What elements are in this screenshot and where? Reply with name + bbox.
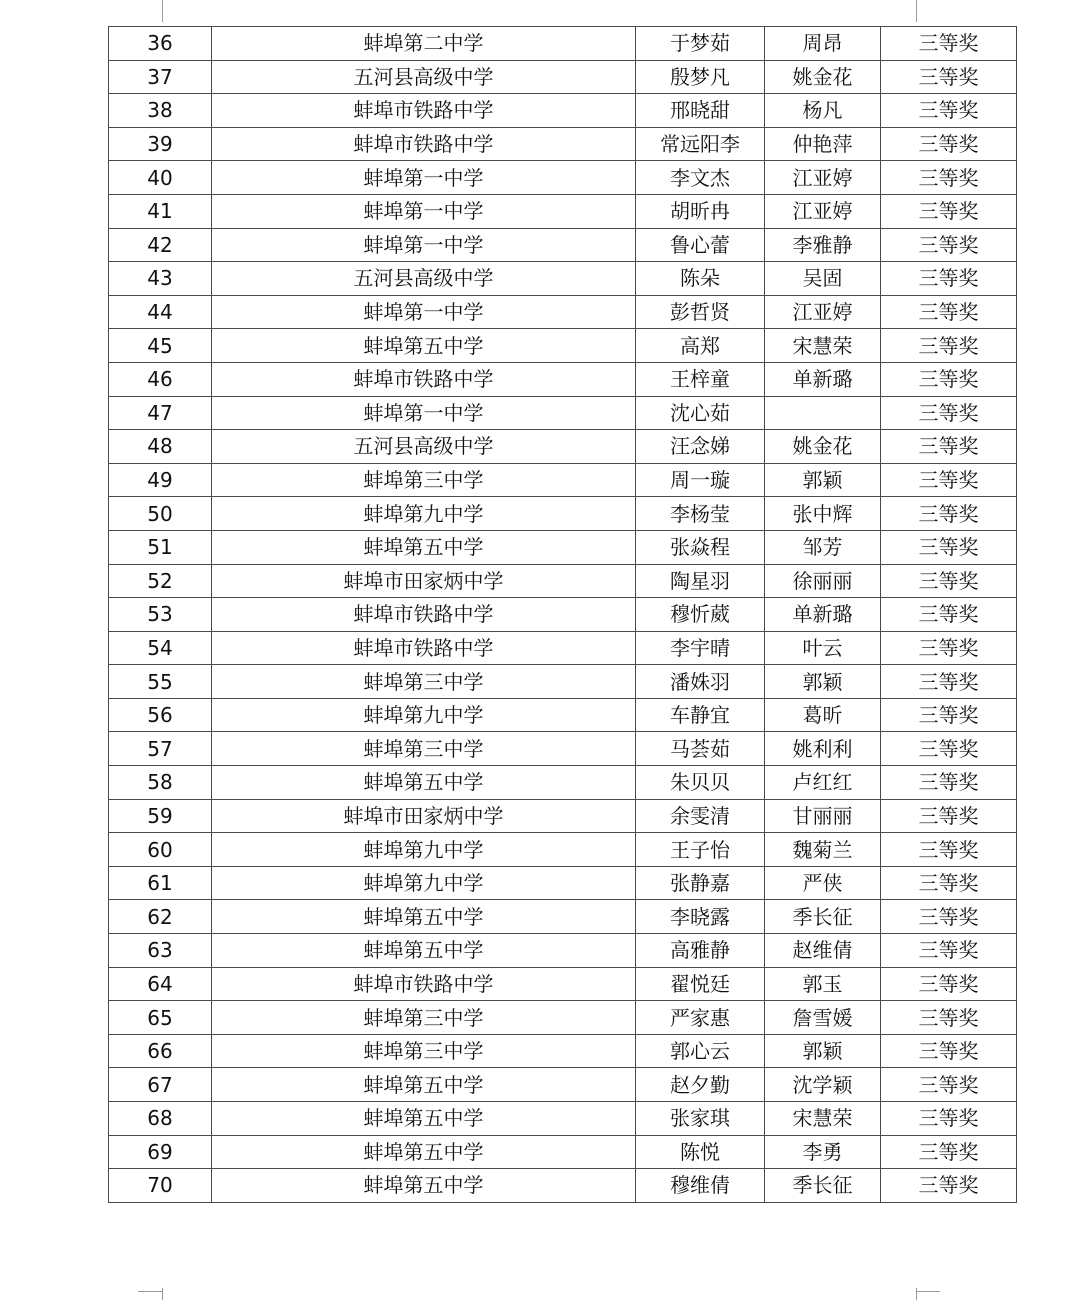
- school-cell: 蚌埠第五中学: [212, 1169, 636, 1203]
- table-row: [109, 228, 1017, 262]
- row-number-cell: 64: [109, 967, 212, 1001]
- table-row: [109, 833, 1017, 867]
- award-level-cell: 三等奖: [881, 1034, 1017, 1068]
- award-level-cell: 三等奖: [881, 934, 1017, 968]
- award-level-cell: 三等奖: [881, 631, 1017, 665]
- award-level-cell: 三等奖: [881, 1135, 1017, 1169]
- teacher-name-cell: 郭玉: [765, 967, 881, 1001]
- row-number-cell: 70: [109, 1169, 212, 1203]
- teacher-name-cell: 张中辉: [765, 497, 881, 531]
- table-row: [109, 430, 1017, 464]
- row-number-cell: 69: [109, 1135, 212, 1169]
- teacher-name-cell: 姚金花: [765, 60, 881, 94]
- table-row: [109, 631, 1017, 665]
- crop-mark-bottom-left: [162, 1288, 163, 1300]
- award-level-cell: 三等奖: [881, 430, 1017, 464]
- student-name-cell: 张家琪: [636, 1102, 765, 1136]
- school-cell: 蚌埠第一中学: [212, 161, 636, 195]
- teacher-name-cell: 严侠: [765, 866, 881, 900]
- teacher-name-cell: 江亚婷: [765, 161, 881, 195]
- table-row: [109, 967, 1017, 1001]
- school-cell: 蚌埠第一中学: [212, 295, 636, 329]
- school-cell: 蚌埠市铁路中学: [212, 362, 636, 396]
- award-level-cell: 三等奖: [881, 497, 1017, 531]
- award-level-cell: 三等奖: [881, 967, 1017, 1001]
- school-cell: 蚌埠第三中学: [212, 732, 636, 766]
- row-number-cell: 66: [109, 1034, 212, 1068]
- award-level-cell: 三等奖: [881, 60, 1017, 94]
- student-name-cell: 朱贝贝: [636, 766, 765, 800]
- school-cell: 蚌埠市铁路中学: [212, 127, 636, 161]
- teacher-name-cell: 仲艳萍: [765, 127, 881, 161]
- teacher-name-cell: 李勇: [765, 1135, 881, 1169]
- student-name-cell: 李晓露: [636, 900, 765, 934]
- row-number-cell: 63: [109, 934, 212, 968]
- table-row: [109, 766, 1017, 800]
- table-row: [109, 934, 1017, 968]
- school-cell: 蚌埠第五中学: [212, 1102, 636, 1136]
- school-cell: 蚌埠第九中学: [212, 497, 636, 531]
- award-level-cell: 三等奖: [881, 329, 1017, 363]
- teacher-name-cell: 单新璐: [765, 362, 881, 396]
- table-row: [109, 530, 1017, 564]
- school-cell: 蚌埠市铁路中学: [212, 94, 636, 128]
- teacher-name-cell: 郭颖: [765, 1034, 881, 1068]
- school-cell: 蚌埠第五中学: [212, 329, 636, 363]
- row-number-cell: 46: [109, 362, 212, 396]
- row-number-cell: 43: [109, 262, 212, 296]
- table-row: [109, 396, 1017, 430]
- student-name-cell: 穆维倩: [636, 1169, 765, 1203]
- row-number-cell: 49: [109, 463, 212, 497]
- school-cell: 蚌埠第三中学: [212, 463, 636, 497]
- award-level-cell: 三等奖: [881, 362, 1017, 396]
- teacher-name-cell: 徐丽丽: [765, 564, 881, 598]
- school-cell: 蚌埠第一中学: [212, 194, 636, 228]
- student-name-cell: 沈心茹: [636, 396, 765, 430]
- table-row: [109, 27, 1017, 61]
- student-name-cell: 殷梦凡: [636, 60, 765, 94]
- student-name-cell: 周一璇: [636, 463, 765, 497]
- student-name-cell: 余雯清: [636, 799, 765, 833]
- table-row: [109, 194, 1017, 228]
- student-name-cell: 胡昕冉: [636, 194, 765, 228]
- school-cell: 蚌埠第九中学: [212, 866, 636, 900]
- award-level-cell: 三等奖: [881, 698, 1017, 732]
- row-number-cell: 54: [109, 631, 212, 665]
- award-level-cell: 三等奖: [881, 665, 1017, 699]
- school-cell: 蚌埠市铁路中学: [212, 598, 636, 632]
- school-cell: 蚌埠第五中学: [212, 530, 636, 564]
- teacher-name-cell: 沈学颖: [765, 1068, 881, 1102]
- row-number-cell: 41: [109, 194, 212, 228]
- table-row: [109, 1102, 1017, 1136]
- row-number-cell: 47: [109, 396, 212, 430]
- row-number-cell: 48: [109, 430, 212, 464]
- table-row: [109, 295, 1017, 329]
- row-number-cell: 57: [109, 732, 212, 766]
- award-level-cell: 三等奖: [881, 900, 1017, 934]
- teacher-name-cell: 吴固: [765, 262, 881, 296]
- row-number-cell: 65: [109, 1001, 212, 1035]
- teacher-name-cell: 郭颖: [765, 463, 881, 497]
- school-cell: 蚌埠第一中学: [212, 396, 636, 430]
- award-level-cell: 三等奖: [881, 766, 1017, 800]
- table-row: [109, 127, 1017, 161]
- school-cell: 蚌埠第五中学: [212, 1135, 636, 1169]
- teacher-name-cell: 杨凡: [765, 94, 881, 128]
- crop-mark-bottom-left-horizontal: [138, 1291, 162, 1292]
- table-row: [109, 866, 1017, 900]
- table-row: [109, 900, 1017, 934]
- row-number-cell: 44: [109, 295, 212, 329]
- student-name-cell: 翟悦廷: [636, 967, 765, 1001]
- school-cell: 蚌埠第二中学: [212, 27, 636, 61]
- table-row: [109, 564, 1017, 598]
- row-number-cell: 39: [109, 127, 212, 161]
- award-level-cell: 三等奖: [881, 228, 1017, 262]
- teacher-name-cell: 季长征: [765, 1169, 881, 1203]
- table-row: [109, 463, 1017, 497]
- student-name-cell: 陈悦: [636, 1135, 765, 1169]
- teacher-name-cell: 赵维倩: [765, 934, 881, 968]
- school-cell: 蚌埠第三中学: [212, 1001, 636, 1035]
- school-cell: 五河县高级中学: [212, 430, 636, 464]
- teacher-name-cell: 邹芳: [765, 530, 881, 564]
- student-name-cell: 李杨莹: [636, 497, 765, 531]
- award-level-cell: 三等奖: [881, 262, 1017, 296]
- student-name-cell: 王梓童: [636, 362, 765, 396]
- row-number-cell: 50: [109, 497, 212, 531]
- student-name-cell: 穆忻葳: [636, 598, 765, 632]
- student-name-cell: 陶星羽: [636, 564, 765, 598]
- award-table-body: [109, 27, 1017, 1203]
- teacher-name-cell: 葛昕: [765, 698, 881, 732]
- student-name-cell: 马荟茹: [636, 732, 765, 766]
- table-row: [109, 732, 1017, 766]
- teacher-name-cell: 詹雪媛: [765, 1001, 881, 1035]
- table-row: [109, 1135, 1017, 1169]
- crop-mark-top-left: [162, 0, 163, 22]
- student-name-cell: 汪念娣: [636, 430, 765, 464]
- school-cell: 五河县高级中学: [212, 60, 636, 94]
- teacher-name-cell: 姚金花: [765, 430, 881, 464]
- school-cell: 蚌埠市田家炳中学: [212, 799, 636, 833]
- award-level-cell: 三等奖: [881, 530, 1017, 564]
- school-cell: 蚌埠第九中学: [212, 698, 636, 732]
- student-name-cell: 高郑: [636, 329, 765, 363]
- teacher-name-cell: 叶云: [765, 631, 881, 665]
- student-name-cell: 邢晓甜: [636, 94, 765, 128]
- teacher-name-cell: 魏菊兰: [765, 833, 881, 867]
- award-level-cell: 三等奖: [881, 94, 1017, 128]
- award-level-cell: 三等奖: [881, 127, 1017, 161]
- award-level-cell: 三等奖: [881, 799, 1017, 833]
- crop-mark-bottom-right-horizontal: [916, 1291, 940, 1292]
- table-row: [109, 262, 1017, 296]
- school-cell: 蚌埠市田家炳中学: [212, 564, 636, 598]
- student-name-cell: 王子怡: [636, 833, 765, 867]
- award-level-cell: 三等奖: [881, 1001, 1017, 1035]
- school-cell: 蚌埠第一中学: [212, 228, 636, 262]
- table-row: [109, 799, 1017, 833]
- school-cell: 蚌埠第五中学: [212, 1068, 636, 1102]
- award-level-cell: 三等奖: [881, 564, 1017, 598]
- award-level-cell: 三等奖: [881, 1169, 1017, 1203]
- table-row: [109, 1169, 1017, 1203]
- student-name-cell: 严家惠: [636, 1001, 765, 1035]
- award-level-cell: 三等奖: [881, 396, 1017, 430]
- row-number-cell: 51: [109, 530, 212, 564]
- crop-mark-bottom-right: [916, 1288, 917, 1300]
- student-name-cell: 鲁心蕾: [636, 228, 765, 262]
- award-level-cell: 三等奖: [881, 866, 1017, 900]
- award-level-cell: 三等奖: [881, 463, 1017, 497]
- teacher-name-cell: 甘丽丽: [765, 799, 881, 833]
- student-name-cell: 张静嘉: [636, 866, 765, 900]
- row-number-cell: 52: [109, 564, 212, 598]
- student-name-cell: 赵夕勤: [636, 1068, 765, 1102]
- row-number-cell: 59: [109, 799, 212, 833]
- teacher-name-cell: 江亚婷: [765, 194, 881, 228]
- row-number-cell: 62: [109, 900, 212, 934]
- student-name-cell: 张焱程: [636, 530, 765, 564]
- table-row: [109, 665, 1017, 699]
- table-row: [109, 1001, 1017, 1035]
- award-level-cell: 三等奖: [881, 161, 1017, 195]
- student-name-cell: 高雅静: [636, 934, 765, 968]
- table-row: [109, 698, 1017, 732]
- teacher-name-cell: 郭颖: [765, 665, 881, 699]
- student-name-cell: 彭哲贤: [636, 295, 765, 329]
- student-name-cell: 郭心云: [636, 1034, 765, 1068]
- award-level-cell: 三等奖: [881, 833, 1017, 867]
- teacher-name-cell: [765, 396, 881, 430]
- table-row: [109, 161, 1017, 195]
- school-cell: 五河县高级中学: [212, 262, 636, 296]
- crop-mark-top-right: [916, 0, 917, 22]
- table-row: [109, 94, 1017, 128]
- award-level-cell: 三等奖: [881, 27, 1017, 61]
- student-name-cell: 车静宜: [636, 698, 765, 732]
- teacher-name-cell: 李雅静: [765, 228, 881, 262]
- teacher-name-cell: 宋慧荣: [765, 1102, 881, 1136]
- row-number-cell: 68: [109, 1102, 212, 1136]
- table-row: [109, 598, 1017, 632]
- teacher-name-cell: 宋慧荣: [765, 329, 881, 363]
- teacher-name-cell: 江亚婷: [765, 295, 881, 329]
- row-number-cell: 67: [109, 1068, 212, 1102]
- row-number-cell: 45: [109, 329, 212, 363]
- table-row: [109, 362, 1017, 396]
- teacher-name-cell: 卢红红: [765, 766, 881, 800]
- award-table: [108, 26, 1017, 1203]
- row-number-cell: 58: [109, 766, 212, 800]
- row-number-cell: 61: [109, 866, 212, 900]
- row-number-cell: 36: [109, 27, 212, 61]
- table-row: [109, 1034, 1017, 1068]
- award-level-cell: 三等奖: [881, 1102, 1017, 1136]
- row-number-cell: 56: [109, 698, 212, 732]
- student-name-cell: 陈朵: [636, 262, 765, 296]
- teacher-name-cell: 姚利利: [765, 732, 881, 766]
- student-name-cell: 李宇晴: [636, 631, 765, 665]
- row-number-cell: 55: [109, 665, 212, 699]
- student-name-cell: 潘姝羽: [636, 665, 765, 699]
- school-cell: 蚌埠市铁路中学: [212, 631, 636, 665]
- school-cell: 蚌埠第五中学: [212, 766, 636, 800]
- table-row: [109, 1068, 1017, 1102]
- school-cell: 蚌埠第五中学: [212, 900, 636, 934]
- award-level-cell: 三等奖: [881, 295, 1017, 329]
- school-cell: 蚌埠第三中学: [212, 1034, 636, 1068]
- row-number-cell: 38: [109, 94, 212, 128]
- table-row: [109, 329, 1017, 363]
- student-name-cell: 李文杰: [636, 161, 765, 195]
- row-number-cell: 42: [109, 228, 212, 262]
- row-number-cell: 53: [109, 598, 212, 632]
- award-level-cell: 三等奖: [881, 598, 1017, 632]
- award-level-cell: 三等奖: [881, 1068, 1017, 1102]
- teacher-name-cell: 周昂: [765, 27, 881, 61]
- school-cell: 蚌埠第五中学: [212, 934, 636, 968]
- teacher-name-cell: 单新璐: [765, 598, 881, 632]
- award-level-cell: 三等奖: [881, 194, 1017, 228]
- table-row: [109, 60, 1017, 94]
- school-cell: 蚌埠第三中学: [212, 665, 636, 699]
- school-cell: 蚌埠第九中学: [212, 833, 636, 867]
- student-name-cell: 常远阳李: [636, 127, 765, 161]
- row-number-cell: 60: [109, 833, 212, 867]
- teacher-name-cell: 季长征: [765, 900, 881, 934]
- student-name-cell: 于梦茹: [636, 27, 765, 61]
- award-level-cell: 三等奖: [881, 732, 1017, 766]
- row-number-cell: 40: [109, 161, 212, 195]
- school-cell: 蚌埠市铁路中学: [212, 967, 636, 1001]
- table-row: [109, 497, 1017, 531]
- row-number-cell: 37: [109, 60, 212, 94]
